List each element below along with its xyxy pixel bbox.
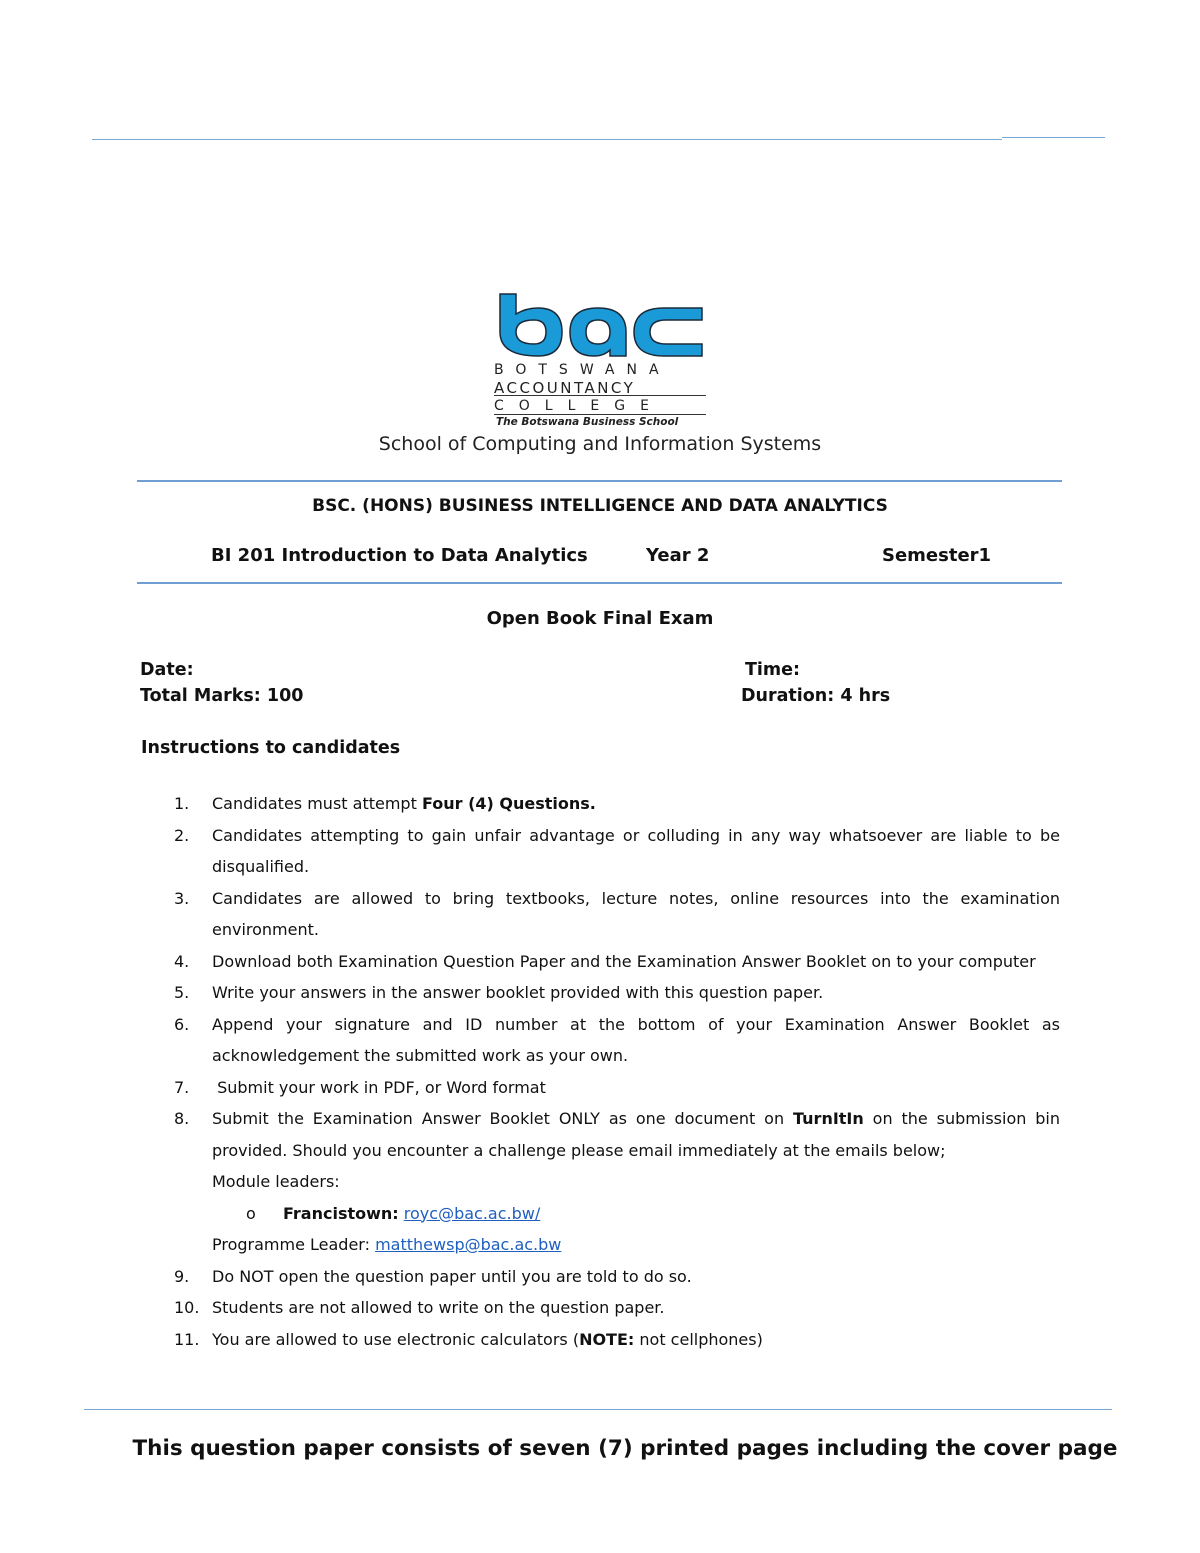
list-item: [142, 1072, 1060, 1104]
logo-divider: [494, 395, 706, 396]
item-emphasis: NOTE:: [579, 1329, 635, 1349]
footer-rule: [84, 1409, 1112, 1410]
item-number: 7.: [174, 1077, 190, 1097]
header-rule-tail: [1002, 137, 1105, 138]
instructions-heading: Instructions to candidates: [141, 738, 401, 758]
item-text: Download both Examination Question Paper and the Examination Answer Booklet on to your computer: [212, 951, 1036, 971]
logo-line-college: COLLEGE: [494, 398, 664, 414]
programme-leader-label: Programme Leader:: [212, 1235, 370, 1254]
item-emphasis: TurnItIn: [793, 1109, 864, 1128]
francistown-email-link[interactable]: royc@bac.ac.bw/: [403, 1203, 541, 1223]
school-name: School of Computing and Information Systems: [378, 433, 822, 455]
item-number: 10.: [174, 1298, 200, 1317]
duration: Duration: 4 hrs: [741, 686, 891, 706]
list-item: [142, 820, 1060, 883]
item-text: Write your answers in the answer booklet provided with this question paper.: [212, 983, 824, 1002]
item-text: Students are not allowed to write on the question paper.: [212, 1298, 665, 1317]
list-item: [142, 883, 1060, 946]
instructions-list: [142, 788, 1060, 1355]
exam-title: Open Book Final Exam: [486, 608, 714, 629]
item-text: not cellphones): [634, 1329, 763, 1349]
item-text: on the submission bin provided. Should you encounter a challenge please email immediately at the emails below;: [212, 1109, 1061, 1160]
item-text: You are allowed to use electronic calculators (: [212, 1329, 580, 1349]
list-item: [142, 788, 1060, 820]
item-number: 11.: [174, 1329, 200, 1349]
time-label: Time:: [745, 660, 801, 680]
logo-divider: [494, 414, 706, 415]
logo-line-botswana: BOTSWANA: [494, 362, 671, 378]
date-label: Date:: [140, 660, 194, 680]
item-number: 3.: [174, 888, 190, 908]
item-number: 2.: [174, 825, 190, 845]
section-rule-bottom: [137, 582, 1062, 584]
list-item: [142, 1009, 1060, 1072]
list-item: [142, 1292, 1060, 1324]
item-number: 4.: [174, 951, 190, 971]
list-item: [142, 1166, 1060, 1198]
logo-line-accountancy: ACCOUNTANCY: [494, 379, 636, 397]
item-text: Candidates are allowed to bring textbooks, lecture notes, online resources into the examination environment.: [212, 888, 1060, 939]
item-number: 1.: [174, 794, 190, 813]
total-marks: Total Marks: 100: [140, 686, 304, 706]
list-item: [142, 977, 1060, 1009]
item-number: 9.: [174, 1266, 190, 1286]
bac-logo-icon: [494, 290, 708, 360]
item-number: 5.: [174, 983, 190, 1002]
item-number: 6.: [174, 1014, 190, 1034]
bullet-icon: o: [246, 1203, 256, 1223]
list-item: [142, 1103, 1060, 1166]
item-emphasis: Four (4) Questions.: [421, 794, 596, 813]
list-item: [142, 946, 1060, 978]
programme-leader-email-link[interactable]: matthewsp@bac.ac.bw: [375, 1235, 562, 1254]
item-number: 8.: [174, 1109, 190, 1128]
programme-title: BSC. (HONS) BUSINESS INTELLIGENCE AND DATA ANALYTICS: [312, 496, 888, 516]
list-item: [142, 1324, 1060, 1356]
francistown-label: Francistown:: [283, 1203, 399, 1223]
item-text: Do NOT open the question paper until you are told to do so.: [212, 1266, 692, 1286]
logo-tagline: The Botswana Business School: [496, 416, 679, 428]
item-text: Submit the Examination Answer Booklet ONLY as one document on: [212, 1109, 793, 1128]
item-text: Candidates attempting to gain unfair advantage or colluding in any way whatsoever are liable to be disqualified.: [212, 825, 1060, 876]
list-item: [142, 1261, 1060, 1293]
list-item: [142, 1229, 1060, 1261]
course-year: Year 2: [646, 545, 710, 566]
section-rule-top: [137, 480, 1062, 482]
course-name: BI 201 Introduction to Data Analytics: [211, 545, 588, 566]
college-logo: [494, 290, 708, 430]
list-item: [142, 1198, 1060, 1230]
module-leaders-label: Module leaders:: [212, 1172, 340, 1191]
item-text: Append your signature and ID number at the bottom of your Examination Answer Booklet as acknowledgement the submitted work as your own.: [212, 1014, 1060, 1065]
header-rule: [92, 139, 1002, 140]
page-count-note: This question paper consists of seven (7) printed pages including the cover page: [132, 1436, 1118, 1461]
item-text: Candidates must attempt: [212, 794, 422, 813]
item-text: Submit your work in PDF, or Word format: [212, 1077, 546, 1097]
course-semester: Semester1: [882, 545, 992, 566]
